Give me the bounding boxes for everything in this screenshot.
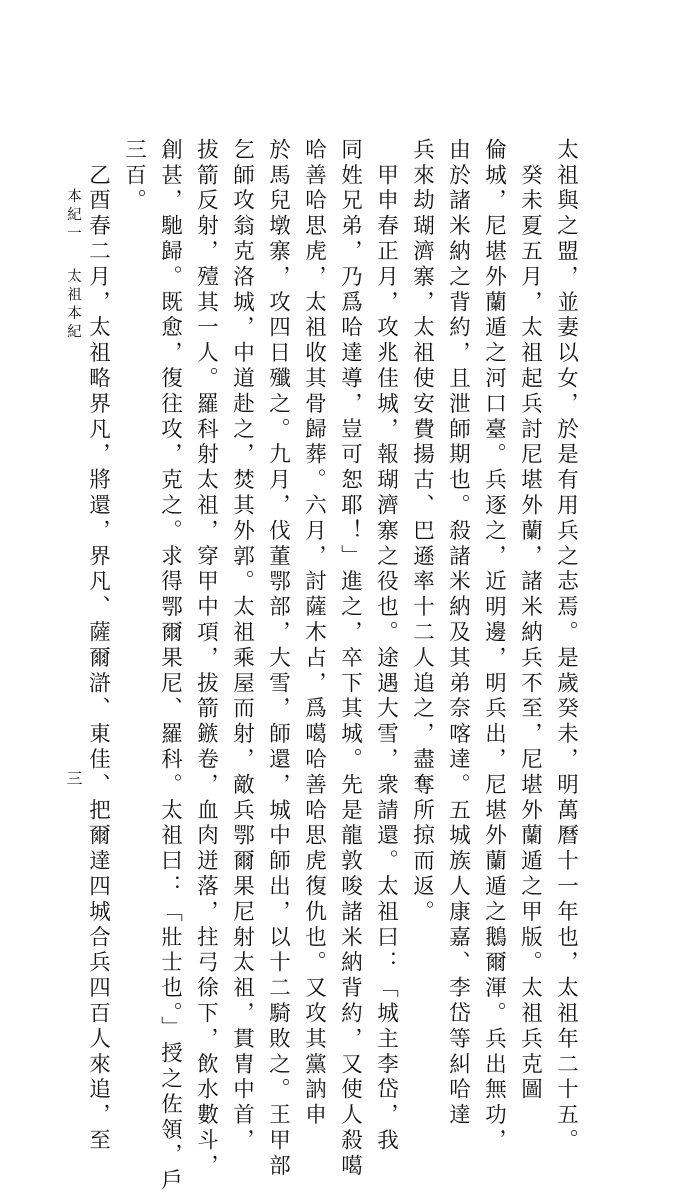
running-title: 太祖本紀 bbox=[65, 268, 81, 342]
text-column-5: 兵來劫瑚濟寨，太祖使安費揚古、巴遜率十二人追之，盡奪所掠而返。 bbox=[409, 138, 435, 926]
text-column-12: 創甚，馳歸。既愈，復往攻，克之。求得鄂爾果尼、羅科。太祖曰：「壯士也。」授之佐領，戶 bbox=[157, 138, 183, 1194]
text-column-8: 哈善哈思虎，太祖收其骨歸葬。六月，討薩木占，爲噶哈善哈思虎復仇也。又攻其黨訥申 bbox=[301, 138, 327, 1129]
text-column-9: 於馬兒墩寨，攻四日殲之。九月，伐董鄂部，大雪，師還，城中師出，以十二騎敗之。王甲部 bbox=[265, 138, 291, 1180]
text-column-11: 拔箭反射，殪其一人。羅科射太祖，穿甲中項，拔箭鏃卷，血肉迸落，拄弓徐下，飲水數斗， bbox=[193, 138, 219, 1180]
text-column-13: 三百。 bbox=[121, 138, 147, 215]
text-column-6: 甲申春正月，攻兆佳城，報瑚濟寨之役也。途遇大雪，衆請還。太祖曰：「城主李岱，我 bbox=[373, 138, 399, 1154]
text-column-1: 太祖與之盟，並妻以女，於是有用兵之志焉。是歲癸未，明萬曆十一年也，太祖年二十五。 bbox=[553, 138, 579, 1154]
text-column-14: 乙酉春二月，太祖略界凡，將還，界凡、薩爾滸、東佳、把爾達四城合兵四百人來追，至 bbox=[85, 138, 111, 1154]
text-column-2: 癸未夏五月，太祖起兵討尼堪外蘭，諸米納兵不至，尼堪外蘭遁之甲版。太祖兵克圖 bbox=[517, 138, 543, 1104]
text-column-7: 同姓兄弟，乃爲哈達導，豈可恕耶！」進之，卒下其城。先是龍敦唆諸米納背約，又使人殺噶 bbox=[337, 138, 363, 1180]
section-label: 本紀一 bbox=[65, 188, 81, 244]
text-column-4: 由於諸米納之背約，且泄師期也。殺諸米納及其弟奈喀達。五城族人康嘉、李岱等糾哈達 bbox=[445, 138, 471, 1129]
text-column-10: 乞師攻翁克洛城，中道赴之，焚其外郭。太祖乘屋而射，敵兵鄂爾果尼射太祖，貫胄中首， bbox=[229, 138, 255, 1154]
text-column-3: 倫城，尼堪外蘭遁之河口臺。兵逐之，近明邊，明兵出，尼堪外蘭遁之鵝爾渾。兵出無功， bbox=[481, 138, 507, 1154]
page-number: 三 bbox=[64, 770, 83, 786]
